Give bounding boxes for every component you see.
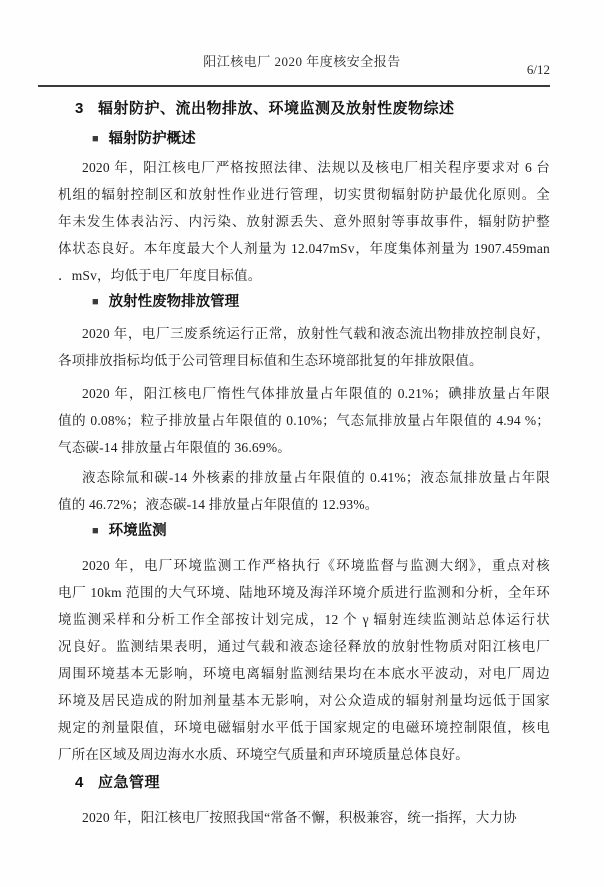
paragraph xyxy=(58,552,550,768)
section-number: 4 xyxy=(75,774,84,791)
text-line: 2020 年，阳江核电厂严格按照法律、法规以及核电厂相关程序要求对 6 台 xyxy=(82,160,550,175)
subsection-title: 放射性废物排放管理 xyxy=(108,294,240,310)
subsection-title: 辐射防护概述 xyxy=(108,131,196,147)
page-number: 6/12 xyxy=(526,62,550,77)
text-line: 规定的剂量限值，环境电磁辐射水平低于国家规定的电磁环境控制限值，核电 xyxy=(58,720,550,735)
text-line: 值的 46.72%；液态碳-14 排放量占年限值的 12.93%。 xyxy=(58,497,379,512)
subsection-heading xyxy=(58,126,550,154)
section-title: 辐射防护、流出物排放、环境监测及放射性废物综述 xyxy=(98,100,455,117)
text-line: 各项排放指标均低于公司管理目标值和生态环境部批复的年排放限值。 xyxy=(58,353,483,368)
text-line: 机组的辐射控制区和放射性作业进行管理，切实贯彻辐射防护最优化原则。全 xyxy=(58,187,550,202)
subsection-title: 环境监测 xyxy=(108,523,167,539)
text-line: 液态除氚和碳-14 外核素的排放量占年限值的 0.41%；液态氚排放量占年限 xyxy=(82,470,550,485)
text-line: 气态碳-14 排放量占年限值的 36.69%。 xyxy=(58,440,291,455)
paragraph xyxy=(58,154,550,289)
text-line: 厂所在区域及周边海水水质、环境空气质量和声环境质量总体良好。 xyxy=(58,747,469,762)
text-line: 2020 年，电厂环境监测工作严格执行《环境监督与监测大纲》，重点对核 xyxy=(82,558,550,573)
section-title: 应急管理 xyxy=(98,774,161,791)
text-line: 年未发生体表沾污、内污染、放射源丢失、意外照射等事故事件，辐射防护整 xyxy=(58,214,550,229)
text-line: 环境及居民造成的附加剂量基本无影响，对公众造成的辐射剂量均远低于国家 xyxy=(58,693,550,708)
text-line: 2020 年，阳江核电厂惰性气体排放量占年限值的 0.21%；碘排放量占年限 xyxy=(82,386,550,401)
text-line: 体状态良好。本年度最大个人剂量为 12.047mSv，年度集体剂量为 1907.459man xyxy=(58,241,550,256)
square-bullet-icon: ■ xyxy=(92,525,99,537)
section-heading xyxy=(58,769,550,796)
paragraph xyxy=(58,804,550,831)
paragraph xyxy=(58,464,550,518)
text-line: 值的 0.08%；粒子排放量占年限值的 0.10%；气态氚排放量占年限值的 4.94 %； xyxy=(58,413,550,428)
page-header-title: 阳江核电厂 2020 年度核安全报告 xyxy=(203,54,401,69)
text-line: 2020 年，电厂三废系统运行正常，放射性气载和液态流出物排放控制良好， xyxy=(82,326,550,341)
square-bullet-icon: ■ xyxy=(92,133,99,145)
square-bullet-icon: ■ xyxy=(92,296,99,308)
section-heading xyxy=(58,95,550,122)
section-number: 3 xyxy=(75,100,84,117)
text-line: 2020 年，阳江核电厂按照我国“常备不懈，积极兼容，统一指挥，大力协 xyxy=(82,810,517,825)
paragraph xyxy=(58,380,550,461)
subsection-heading xyxy=(58,289,550,317)
text-line: 电厂 10km 范围的大气环境、陆地环境及海洋环境介质进行监测和分析，全年环 xyxy=(58,585,550,600)
text-line: ．mSv，均低于电厂年度目标值。 xyxy=(58,268,262,283)
paragraph xyxy=(58,320,550,374)
subsection-heading xyxy=(58,518,550,546)
text-line: 周围环境基本无影响，环境电离辐射监测结果均在本底水平波动，对电厂周边 xyxy=(58,666,550,681)
text-line: 境监测采样和分析工作全部按计划完成，12 个 γ 辐射连续监测站总体运行状 xyxy=(58,612,550,627)
text-line: 况良好。监测结果表明，通过气载和液态途径释放的放射性物质对阳江核电厂 xyxy=(58,639,550,654)
document-body xyxy=(58,87,550,831)
